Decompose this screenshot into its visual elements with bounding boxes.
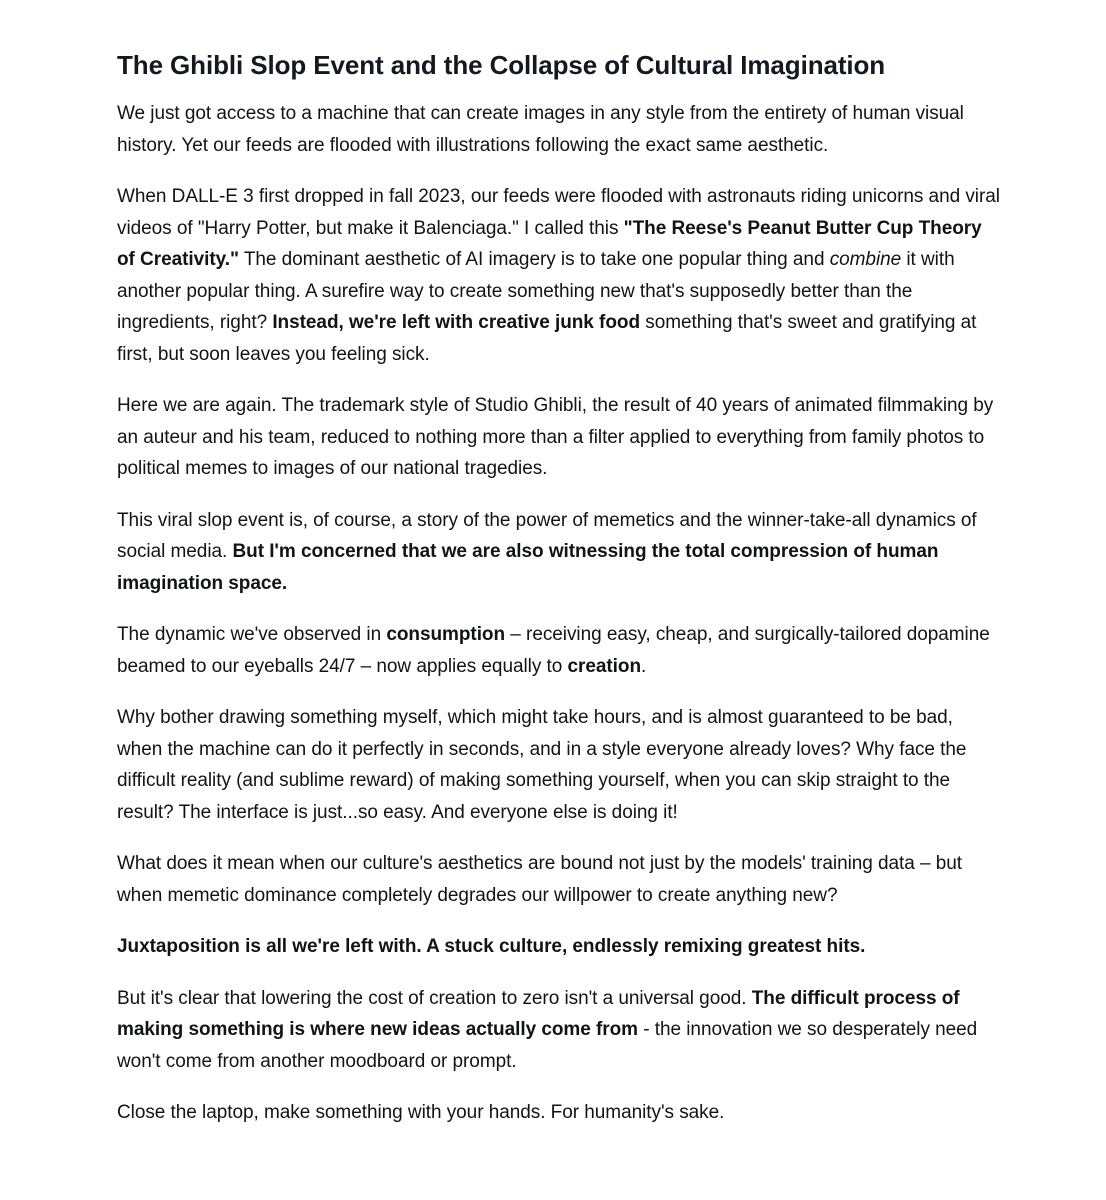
paragraph-text: What does it mean when our culture's aesthetics are bound not just by the models' training data – but when memetic dominance completely degrades our willpower to create anything new? [117,853,963,906]
article-paragraph [117,931,1002,963]
paragraph-text: . [641,655,647,677]
bold-text: The difficult process of making something is where new ideas actually come from [117,987,960,1040]
paragraph-text: But it's clear that lowering the cost of creation to zero isn't a universal good. [117,987,752,1009]
bold-text: creation [567,655,641,677]
bold-text: Instead, we're left with creative junk food [272,312,641,333]
paragraph-text: When DALL-E 3 first dropped in fall 2023, our feeds were flooded with astronauts riding unicorns and viral videos of "Harry Potter, but make it Balenciaga." I called this [117,186,1000,239]
paragraph-text: Why bother drawing something myself, which might take hours, and is almost guaranteed to be bad, when the machine can do it perfectly in seconds, and in a style everyone already loves? Why face the difficult reality (and sublime reward) of making something yourself, when you can skip straight to the result? The interface is just...so easy. And everyone else is doing it! [117,707,967,823]
paragraph-text: Close the laptop, make something with your hands. For humanity's sake. [117,1102,725,1123]
article-title: The Ghibli Slop Event and the Collapse of Cultural Imagination [117,50,886,80]
bold-text: But I'm concerned that we are also witnessing the total compression of human imagination space. [117,541,939,594]
bold-text: "The Reese's Peanut Butter Cup Theory of Creativity." [117,217,982,270]
paragraph-text: This viral slop event is, of course, a story of the power of memetics and the winner-take-all dynamics of social media. [117,509,977,562]
article-paragraph [117,619,1002,682]
article [117,46,1002,1149]
article-paragraph [117,181,1002,370]
bold-text: consumption [386,624,506,645]
article-paragraph [117,848,1002,911]
paragraph-text: Here we are again. The trademark style of Studio Ghibli, the result of 40 years of animated filmmaking by an auteur and his team, reduced to nothing more than a filter applied to everything from family photos to political memes to images of our national tragedies. [117,395,994,479]
bold-text: Juxtaposition is all we're left with. A stuck culture, endlessly remixing greatest hits. [117,936,866,957]
paragraph-text: something that's sweet and gratifying at first, but soon leaves you feeling sick. [117,312,977,365]
paragraph-text: – receiving easy, cheap, and surgically-tailored dopamine beamed to our eyeballs 24/7 – now applies equally to [117,624,990,677]
paragraph-text: We just got access to a machine that can create images in any style from the entirety of human visual history. Yet our feeds are flooded with illustrations following the exact same aesthetic. [117,103,964,156]
paragraph-text: - the innovation we so desperately need won't come from another moodboard or prompt. [117,1019,978,1072]
paragraph-text: The dominant aesthetic of AI imagery is to take one popular thing and [238,249,830,270]
italic-text: combine [829,249,902,270]
paragraph-text: it with another popular thing. A surefire way to create something new that's supposedly better than the ingredients, right? [117,249,955,333]
article-paragraph [117,505,1002,600]
article-body [117,98,1002,1129]
article-paragraph [117,1097,1002,1129]
article-paragraph [117,98,1002,161]
article-paragraph [117,983,1002,1078]
article-paragraph [117,702,1002,828]
paragraph-text: The dynamic we've observed in [117,624,387,645]
article-paragraph [117,390,1002,485]
